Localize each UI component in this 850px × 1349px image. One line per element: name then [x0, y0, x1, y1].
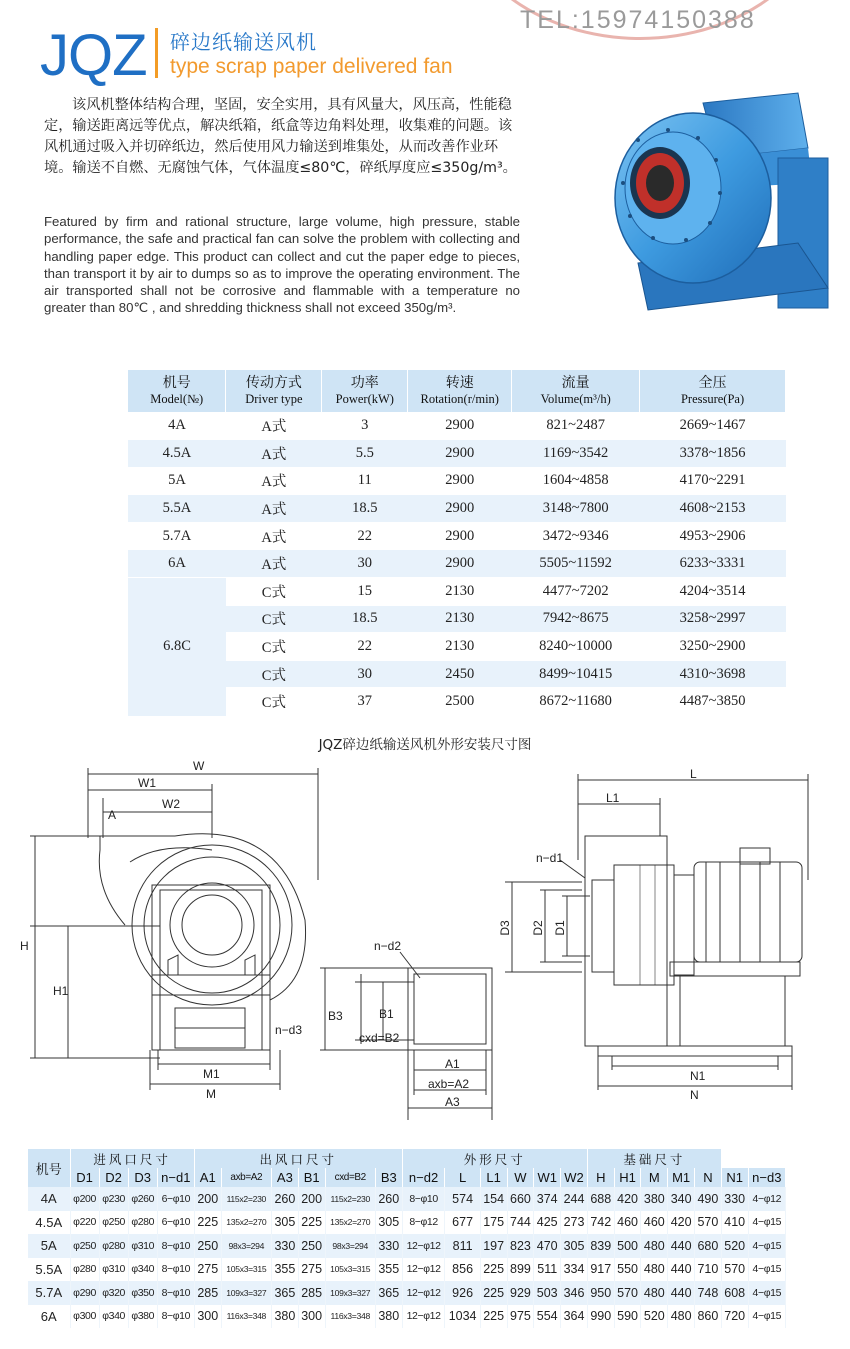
dim-cell: 305 [271, 1211, 298, 1235]
dim-cell: 109x3=327 [221, 1281, 271, 1305]
dim-cell: 6A [28, 1305, 70, 1329]
specification-table [128, 370, 786, 716]
spec-cell-model: 4A [128, 412, 226, 440]
dim-column-header: L [445, 1168, 480, 1187]
spec-cell-power: 37 [322, 688, 408, 716]
dim-cell: φ380 [128, 1305, 157, 1329]
dim-cell: 480 [641, 1258, 668, 1282]
spec-cell-pressure: 2669~1467 [640, 412, 786, 440]
dim-column-header: N1 [721, 1168, 748, 1187]
spec-cell-drive: A式 [226, 467, 322, 495]
fan-product-image [598, 88, 838, 313]
spec-cell-power: 18.5 [322, 605, 408, 633]
dim-cell: 115x2=230 [221, 1187, 271, 1211]
dim-cell: 5A [28, 1234, 70, 1258]
spec-header-row [128, 370, 786, 412]
spec-cell-power: 11 [322, 467, 408, 495]
dim-cell: 4−φ15 [748, 1258, 785, 1282]
dim-cell: 550 [614, 1258, 641, 1282]
spec-cell-rotation: 2500 [408, 688, 512, 716]
dim-column-header: cxd=B2 [325, 1168, 375, 1187]
spec-cell-rotation: 2900 [408, 495, 512, 523]
description-cn: 该风机整体结构合理，坚固，安全实用，具有风量大，风压高，性能稳定，输送距离远等优点，解决纸箱，纸盒等边角料处理，收集难的问题。该风机通过吸入并切碎纸边，然后使用风力输送到堆集处，从而改善作业环境。输送不自燃、无腐蚀气体，气体温度≤80℃，碎纸厚度应≤350g/m³。 [44, 97, 517, 176]
dim-cell: 244 [561, 1187, 588, 1211]
dim-column-header: B3 [375, 1168, 402, 1187]
dim-cell: 899 [507, 1258, 534, 1282]
dim-cell: 200 [298, 1187, 325, 1211]
spec-header-pressure: 全压 Pressure(Pa) [640, 370, 786, 412]
dim-cell: 365 [271, 1281, 298, 1305]
spec-cell-rotation: 2130 [408, 605, 512, 633]
dim-cell: 688 [587, 1187, 614, 1211]
dim-cell: 680 [695, 1234, 722, 1258]
spec-cell-volume: 7942~8675 [512, 605, 640, 633]
spec-header-power: 功率 Power(kW) [322, 370, 408, 412]
dim-cell: 440 [668, 1258, 695, 1282]
dim-label-cxd: cxd=B2 [359, 1031, 400, 1045]
spec-cell-model: 5.7A [128, 522, 226, 550]
dim-cell: 285 [298, 1281, 325, 1305]
description-en: Featured by firm and rational structure, large volume, high pressure, stable performance, the safe and practical fan can solve the problem with collecting and handling paper edge. This product can collect and cut the paper edge to pieces, than transport it by air to dumps so as to improve the operating environment. The air transported shall not be corrosive and flammable with a temperature no greater than 80℃ , and shredding thickness shall not exceed 350g/m³. [44, 214, 520, 316]
dim-column-header: D3 [128, 1168, 157, 1187]
spec-cell-volume: 8499~10415 [512, 660, 640, 688]
spec-cell-rotation: 2900 [408, 440, 512, 468]
dim-column-header: n−d2 [402, 1168, 445, 1187]
dim-cell: 330 [721, 1187, 748, 1211]
spec-row [128, 467, 786, 495]
dim-cell: 748 [695, 1281, 722, 1305]
dim-column-header: D1 [70, 1168, 99, 1187]
dim-row [28, 1187, 786, 1211]
dim-cell: 677 [445, 1211, 480, 1235]
spec-cell-model: 4.5A [128, 440, 226, 468]
dim-column-header: M [641, 1168, 668, 1187]
spec-cell-volume: 4477~7202 [512, 578, 640, 606]
dim-cell: φ260 [128, 1187, 157, 1211]
dim-cell: 975 [507, 1305, 534, 1329]
spec-cell-volume: 821~2487 [512, 412, 640, 440]
dim-cell: 115x2=230 [325, 1187, 375, 1211]
dim-cell: φ340 [128, 1258, 157, 1282]
spec-cell-pressure: 3250~2900 [640, 633, 786, 661]
spec-row [128, 633, 786, 661]
dim-cell: 374 [534, 1187, 561, 1211]
dim-cell: 340 [668, 1187, 695, 1211]
dim-cell: 4−φ15 [748, 1211, 785, 1235]
dim-column-header: M1 [668, 1168, 695, 1187]
spec-cell-pressure: 4487~3850 [640, 688, 786, 716]
dim-cell: 8−φ10 [157, 1305, 194, 1329]
dim-cell: 500 [614, 1234, 641, 1258]
spec-cell-volume: 1169~3542 [512, 440, 640, 468]
spec-header-drive: 传动方式 Driver type [226, 370, 322, 412]
dim-cell: 929 [507, 1281, 534, 1305]
spec-cell-drive: A式 [226, 550, 322, 578]
dim-label-L1: L1 [606, 791, 620, 805]
dim-cell: 480 [641, 1281, 668, 1305]
dim-cell: 12−φ12 [402, 1234, 445, 1258]
dim-label-W: W [193, 759, 205, 773]
dim-cell: 98x3=294 [325, 1234, 375, 1258]
dim-cell: 440 [668, 1234, 695, 1258]
dim-cell: 608 [721, 1281, 748, 1305]
dim-cell: 225 [298, 1211, 325, 1235]
dim-cell: 300 [194, 1305, 221, 1329]
dim-cell: 420 [614, 1187, 641, 1211]
dim-cell: 480 [641, 1234, 668, 1258]
diagram-title: JQZ碎边纸输送风机外形安装尺寸图 [318, 737, 532, 753]
dim-cell: 1034 [445, 1305, 480, 1329]
dim-label-A: A [108, 808, 117, 822]
spec-row [128, 605, 786, 633]
dim-row [28, 1211, 786, 1235]
spec-row [128, 578, 786, 606]
spec-cell-rotation: 2900 [408, 412, 512, 440]
dim-cell: 250 [298, 1234, 325, 1258]
dim-cell: 950 [587, 1281, 614, 1305]
dim-cell: 12−φ12 [402, 1258, 445, 1282]
spec-cell-drive: C式 [226, 605, 322, 633]
spec-cell-power: 22 [322, 522, 408, 550]
dim-cell: 380 [271, 1305, 298, 1329]
spec-cell-drive: C式 [226, 578, 322, 606]
dim-cell: 425 [534, 1211, 561, 1235]
dim-cell: φ300 [70, 1305, 99, 1329]
product-title-en: type scrap paper delivered fan [170, 55, 453, 78]
dim-label-nd3: n−d3 [275, 1023, 303, 1037]
dim-cell: 225 [194, 1211, 221, 1235]
dim-cell: 710 [695, 1258, 722, 1282]
spec-cell-rotation: 2450 [408, 660, 512, 688]
dim-cell: 250 [194, 1234, 221, 1258]
dim-cell: 856 [445, 1258, 480, 1282]
dim-cell: 520 [641, 1305, 668, 1329]
dim-cell: 8−φ10 [157, 1281, 194, 1305]
dim-cell: 273 [561, 1211, 588, 1235]
dim-cell: 364 [561, 1305, 588, 1329]
dim-cell: 926 [445, 1281, 480, 1305]
dim-cell: 4A [28, 1187, 70, 1211]
dim-label-nd2: n−d2 [374, 939, 402, 953]
dim-cell: 590 [614, 1305, 641, 1329]
dim-cell: 410 [721, 1211, 748, 1235]
dim-cell: 175 [480, 1211, 507, 1235]
spec-cell-volume: 8240~10000 [512, 633, 640, 661]
dim-cell: 503 [534, 1281, 561, 1305]
dim-cell: φ320 [99, 1281, 128, 1305]
dim-cell: 8−φ10 [157, 1258, 194, 1282]
dim-cell: 570 [614, 1281, 641, 1305]
dim-cell: 811 [445, 1234, 480, 1258]
dim-column-header: n−d1 [157, 1168, 194, 1187]
dim-cell: φ200 [70, 1187, 99, 1211]
dim-row [28, 1281, 786, 1305]
dim-column-header: axb=A2 [221, 1168, 271, 1187]
dim-cell: φ280 [99, 1234, 128, 1258]
spec-cell-power: 15 [322, 578, 408, 606]
spec-cell-rotation: 2130 [408, 578, 512, 606]
spec-cell-rotation: 2900 [408, 467, 512, 495]
spec-header-rotation: 转速 Rotation(r/min) [408, 370, 512, 412]
dim-cell: φ290 [70, 1281, 99, 1305]
dim-column-header: B1 [298, 1168, 325, 1187]
dim-label-nd1: n−d1 [536, 851, 564, 865]
dim-cell: 8−φ10 [157, 1234, 194, 1258]
dim-row [28, 1234, 786, 1258]
dim-cell: 98x3=294 [221, 1234, 271, 1258]
dim-cell: 520 [721, 1234, 748, 1258]
dim-cell: 660 [507, 1187, 534, 1211]
dim-cell: 990 [587, 1305, 614, 1329]
dim-cell: φ220 [70, 1211, 99, 1235]
spec-cell-power: 22 [322, 633, 408, 661]
spec-row [128, 440, 786, 468]
spec-header-volume: 流量 Volume(m³/h) [512, 370, 640, 412]
dim-cell: 330 [271, 1234, 298, 1258]
dim-cell: 105x3=315 [221, 1258, 271, 1282]
spec-row [128, 660, 786, 688]
dim-column-header: W2 [561, 1168, 588, 1187]
spec-cell-rotation: 2900 [408, 550, 512, 578]
dim-cell: 5.7A [28, 1281, 70, 1305]
installation-drawing [0, 750, 850, 1130]
dim-cell: 225 [480, 1305, 507, 1329]
dim-cell: 8−φ10 [402, 1187, 445, 1211]
dim-cell: 554 [534, 1305, 561, 1329]
dim-row [28, 1305, 786, 1329]
dim-column-header: W1 [534, 1168, 561, 1187]
spec-cell-pressure: 6233~3331 [640, 550, 786, 578]
spec-cell-pressure: 4170~2291 [640, 467, 786, 495]
dim-cell: 511 [534, 1258, 561, 1282]
spec-cell-drive: C式 [226, 688, 322, 716]
dim-group-overall: 外形尺寸 [402, 1149, 587, 1168]
dim-column-header: D2 [99, 1168, 128, 1187]
dim-cell: 4−φ15 [748, 1281, 785, 1305]
dim-cell: 570 [721, 1258, 748, 1282]
dim-cell: φ350 [128, 1281, 157, 1305]
dim-cell: 305 [561, 1234, 588, 1258]
dim-column-row [28, 1168, 786, 1187]
spec-row [128, 495, 786, 523]
dim-cell: 460 [614, 1211, 641, 1235]
dim-cell: 917 [587, 1258, 614, 1282]
spec-header-model: 机号 Model(№) [128, 370, 226, 412]
dim-cell: 285 [194, 1281, 221, 1305]
spec-cell-pressure: 3378~1856 [640, 440, 786, 468]
dim-group-outlet: 出风口尺寸 [194, 1149, 402, 1168]
dim-label-A1: A1 [445, 1057, 460, 1071]
dim-label-D3: D3 [498, 920, 512, 936]
dim-cell: 355 [375, 1258, 402, 1282]
dim-label-A3: A3 [445, 1095, 460, 1109]
dim-label-N1: N1 [690, 1069, 706, 1083]
spec-cell-drive: A式 [226, 495, 322, 523]
dim-cell: 116x3=348 [221, 1305, 271, 1329]
dim-label-W2: W2 [162, 797, 180, 811]
dim-cell: 275 [298, 1258, 325, 1282]
spec-cell-pressure: 3258~2997 [640, 605, 786, 633]
dim-label-axb: axb=A2 [428, 1077, 470, 1091]
telephone-number: TEL:15974150388 [520, 6, 756, 34]
spec-cell-drive: A式 [226, 522, 322, 550]
dim-cell: 4−φ15 [748, 1234, 785, 1258]
dim-cell: φ340 [99, 1305, 128, 1329]
dim-column-header: N [695, 1168, 722, 1187]
dim-label-N: N [690, 1088, 699, 1102]
dim-cell: 116x3=348 [325, 1305, 375, 1329]
dim-group-foundation: 基础尺寸 [587, 1149, 721, 1168]
dim-cell: 12−φ12 [402, 1281, 445, 1305]
spec-cell-drive: A式 [226, 412, 322, 440]
dim-cell: φ310 [128, 1234, 157, 1258]
dim-cell: 260 [375, 1187, 402, 1211]
dim-label-L: L [690, 767, 697, 781]
dim-cell: φ230 [99, 1187, 128, 1211]
spec-cell-power: 3 [322, 412, 408, 440]
dim-cell: 275 [194, 1258, 221, 1282]
dim-cell: 135x2=270 [221, 1211, 271, 1235]
spec-cell-pressure: 4608~2153 [640, 495, 786, 523]
spec-cell-volume: 5505~11592 [512, 550, 640, 578]
spec-cell-volume: 8672~11680 [512, 688, 640, 716]
spec-cell-rotation: 2130 [408, 633, 512, 661]
dim-cell: 334 [561, 1258, 588, 1282]
dim-cell: 200 [194, 1187, 221, 1211]
dim-cell: φ280 [128, 1211, 157, 1235]
dim-cell: 135x2=270 [325, 1211, 375, 1235]
dim-cell: 8−φ12 [402, 1211, 445, 1235]
dim-cell: 365 [375, 1281, 402, 1305]
spec-cell-power: 30 [322, 660, 408, 688]
spec-cell-drive: A式 [226, 440, 322, 468]
dim-label-D2: D2 [531, 920, 545, 936]
dim-cell: 440 [668, 1281, 695, 1305]
dim-cell: 742 [587, 1211, 614, 1235]
dim-cell: 12−φ12 [402, 1305, 445, 1329]
spec-cell-power: 18.5 [322, 495, 408, 523]
dim-label-H1: H1 [53, 984, 69, 998]
dim-cell: 4.5A [28, 1211, 70, 1235]
dim-header-model: 机号 [28, 1149, 70, 1187]
dim-cell: 570 [695, 1211, 722, 1235]
dim-cell: 105x3=315 [325, 1258, 375, 1282]
dim-cell: 420 [668, 1211, 695, 1235]
dim-cell: 225 [480, 1281, 507, 1305]
spec-cell-volume: 1604~4858 [512, 467, 640, 495]
spec-cell-pressure: 4204~3514 [640, 578, 786, 606]
dim-cell: 574 [445, 1187, 480, 1211]
dim-cell: φ310 [99, 1258, 128, 1282]
dim-column-header: A3 [271, 1168, 298, 1187]
dim-label-D1: D1 [553, 920, 567, 936]
spec-cell-rotation: 2900 [408, 522, 512, 550]
spec-cell-power: 5.5 [322, 440, 408, 468]
spec-cell-model: 6A [128, 550, 226, 578]
dim-cell: 380 [641, 1187, 668, 1211]
dim-cell: 480 [668, 1305, 695, 1329]
dim-cell: 470 [534, 1234, 561, 1258]
dim-cell: 6−φ10 [157, 1187, 194, 1211]
dim-cell: 300 [298, 1305, 325, 1329]
dim-group-row [28, 1149, 786, 1168]
spec-cell-model: 5.5A [128, 495, 226, 523]
dim-cell: 6−φ10 [157, 1211, 194, 1235]
dim-cell: 260 [271, 1187, 298, 1211]
dim-label-B1: B1 [379, 1007, 394, 1021]
dim-label-M1: M1 [203, 1067, 220, 1081]
dim-cell: φ250 [70, 1234, 99, 1258]
dim-cell: 4−φ15 [748, 1305, 785, 1329]
product-title-cn: 碎边纸输送风机 [170, 30, 317, 54]
spec-cell-pressure: 4310~3698 [640, 660, 786, 688]
dim-column-header: L1 [480, 1168, 507, 1187]
spec-cell-model: 6.8C [128, 578, 226, 716]
dim-cell: φ280 [70, 1258, 99, 1282]
dim-cell: φ250 [99, 1211, 128, 1235]
spec-row [128, 412, 786, 440]
dim-row [28, 1258, 786, 1282]
dim-label-H: H [20, 939, 29, 953]
dim-label-B3: B3 [328, 1009, 343, 1023]
dimension-table [28, 1149, 786, 1328]
dim-cell: 860 [695, 1305, 722, 1329]
dim-cell: 744 [507, 1211, 534, 1235]
dim-cell: 355 [271, 1258, 298, 1282]
dim-group-inlet: 进风口尺寸 [70, 1149, 194, 1168]
dim-column-header: W [507, 1168, 534, 1187]
logo-divider [155, 28, 158, 78]
dim-cell: 330 [375, 1234, 402, 1258]
dim-cell: 154 [480, 1187, 507, 1211]
spec-cell-volume: 3472~9346 [512, 522, 640, 550]
spec-row [128, 522, 786, 550]
dim-cell: 839 [587, 1234, 614, 1258]
spec-cell-drive: C式 [226, 633, 322, 661]
dim-cell: 346 [561, 1281, 588, 1305]
dim-cell: 490 [695, 1187, 722, 1211]
dim-cell: 380 [375, 1305, 402, 1329]
product-logo: JQZ [40, 23, 147, 88]
dim-cell: 823 [507, 1234, 534, 1258]
spec-cell-power: 30 [322, 550, 408, 578]
dim-column-header: H [587, 1168, 614, 1187]
dim-cell: 305 [375, 1211, 402, 1235]
dim-label-W1: W1 [138, 776, 156, 790]
spec-row [128, 550, 786, 578]
dim-column-header: H1 [614, 1168, 641, 1187]
dim-cell: 720 [721, 1305, 748, 1329]
dim-cell: 5.5A [28, 1258, 70, 1282]
dim-cell: 4−φ12 [748, 1187, 785, 1211]
dim-label-M: M [206, 1087, 216, 1101]
spec-cell-drive: C式 [226, 660, 322, 688]
dim-cell: 197 [480, 1234, 507, 1258]
dim-cell: 460 [641, 1211, 668, 1235]
spec-cell-pressure: 4953~2906 [640, 522, 786, 550]
dim-cell: 225 [480, 1258, 507, 1282]
dim-cell: 109x3=327 [325, 1281, 375, 1305]
dim-column-header: A1 [194, 1168, 221, 1187]
spec-cell-volume: 3148~7800 [512, 495, 640, 523]
spec-row [128, 688, 786, 716]
dim-column-header: n−d3 [748, 1168, 785, 1187]
spec-cell-model: 5A [128, 467, 226, 495]
